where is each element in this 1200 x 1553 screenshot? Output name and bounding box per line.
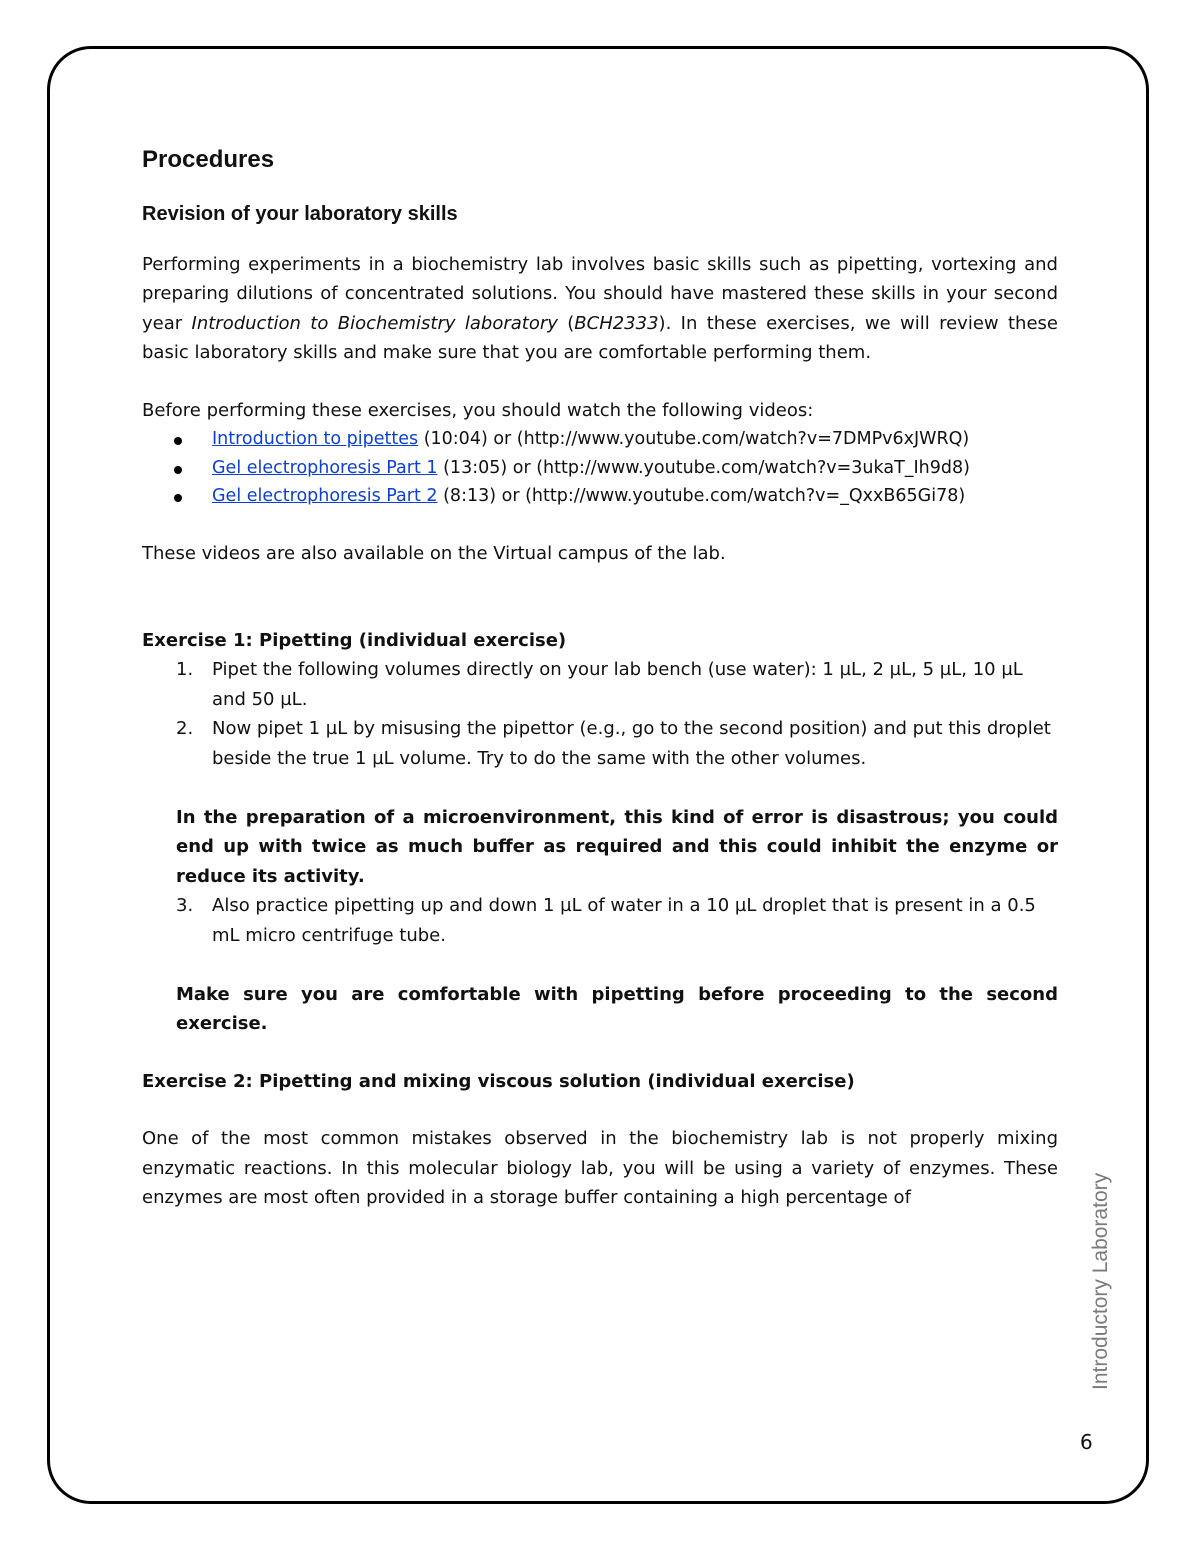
step-number: 1.: [176, 659, 194, 681]
video-item: [142, 482, 1058, 511]
section-heading: Procedures: [142, 146, 275, 173]
step-item: [142, 655, 1058, 714]
video-link-gel-part-1[interactable]: Gel electrophoresis Part 1: [212, 457, 438, 478]
exercise-1-title: Exercise 1: Pipetting (individual exercise): [142, 629, 567, 651]
bullet-icon: [174, 466, 182, 474]
subsection-heading: Revision of your laboratory skills: [142, 203, 458, 225]
videos-intro: Before performing these exercises, you should watch the following videos:: [142, 399, 814, 421]
bullet-icon: [174, 437, 182, 445]
course-code: BCH2333: [574, 312, 659, 334]
exercise-1-steps: [142, 655, 1058, 714]
exercise-1-steps-3: [142, 891, 1058, 950]
video-item: [142, 454, 1058, 483]
video-list: [142, 425, 1058, 511]
exercise-2-title: Exercise 2: Pipetting and mixing viscous solution (individual exercise): [142, 1070, 855, 1092]
warning-note: In the preparation of a microenvironment, this kind of error is disastrous; you could end up with twice as much buffer as required and this could inhibit the enzyme or reduce its activity.: [176, 806, 1058, 887]
page-number: 6: [1080, 1430, 1093, 1454]
step-item: [142, 891, 1058, 950]
video-details: (10:04) or (http://www.youtube.com/watch?v=7DMPv6xJWRQ): [418, 429, 970, 450]
step-number: 2.: [176, 718, 194, 740]
video-link-pipettes[interactable]: Introduction to pipettes: [212, 429, 419, 450]
intro-text-1: Performing experiments in a biochemistry lab involves basic skills such as pipetting, vortexing and preparing dilutions of concentrated solutions. You should have mastered these skills in your second year: [142, 254, 1058, 334]
step-text: Now pipet 1 µL by misusing the pipettor (e.g., go to the second position) and put this droplet beside the true 1 µL volume. Try to do the same with the other volumes.: [212, 718, 1051, 769]
video-item: [142, 425, 1058, 454]
videos-note: These videos are also available on the Virtual campus of the lab.: [142, 542, 726, 564]
video-link-gel-part-2[interactable]: Gel electrophoresis Part 2: [212, 486, 438, 507]
video-details: (13:05) or (http://www.youtube.com/watch?v=3ukaT_Ih9d8): [437, 457, 970, 478]
step-text: Also practice pipetting up and down 1 µL of water in a 10 µL droplet that is present in a 0.5 mL micro centrifuge tube.: [212, 895, 1036, 946]
step-text: Pipet the following volumes directly on your lab bench (use water): 1 µL, 2 µL, 5 µL, 10 µL and 50 µL.: [212, 659, 1023, 710]
bullet-icon: [174, 494, 182, 502]
intro-paragraph: [142, 250, 1058, 368]
intro-text-2: (: [557, 312, 575, 334]
exercise-1-steps-2: [142, 714, 1058, 773]
step-number: 3.: [176, 895, 194, 917]
step-item: [142, 714, 1058, 773]
page-content: [142, 140, 1058, 1212]
intro-text-3: ). In these exercises, we will review these basic laboratory skills and make sure that you are comfortable performing them.: [142, 312, 1058, 364]
course-title: Introduction to Biochemistry laboratory: [191, 312, 558, 334]
closing-note: Make sure you are comfortable with pipetting before proceeding to the second exercise.: [176, 984, 1058, 1035]
sidebar-label: Introductory Laboratory: [1089, 1172, 1112, 1390]
video-details: (8:13) or (http://www.youtube.com/watch?v=_QxxB65Gi78): [437, 486, 966, 507]
exercise-2-text: One of the most common mistakes observed in the biochemistry lab is not properly mixing enzymatic reactions. In this molecular biology lab, you will be using a variety of enzymes. These enzymes are most often provided in a storage buffer containing a high percentage of: [142, 1128, 1058, 1209]
